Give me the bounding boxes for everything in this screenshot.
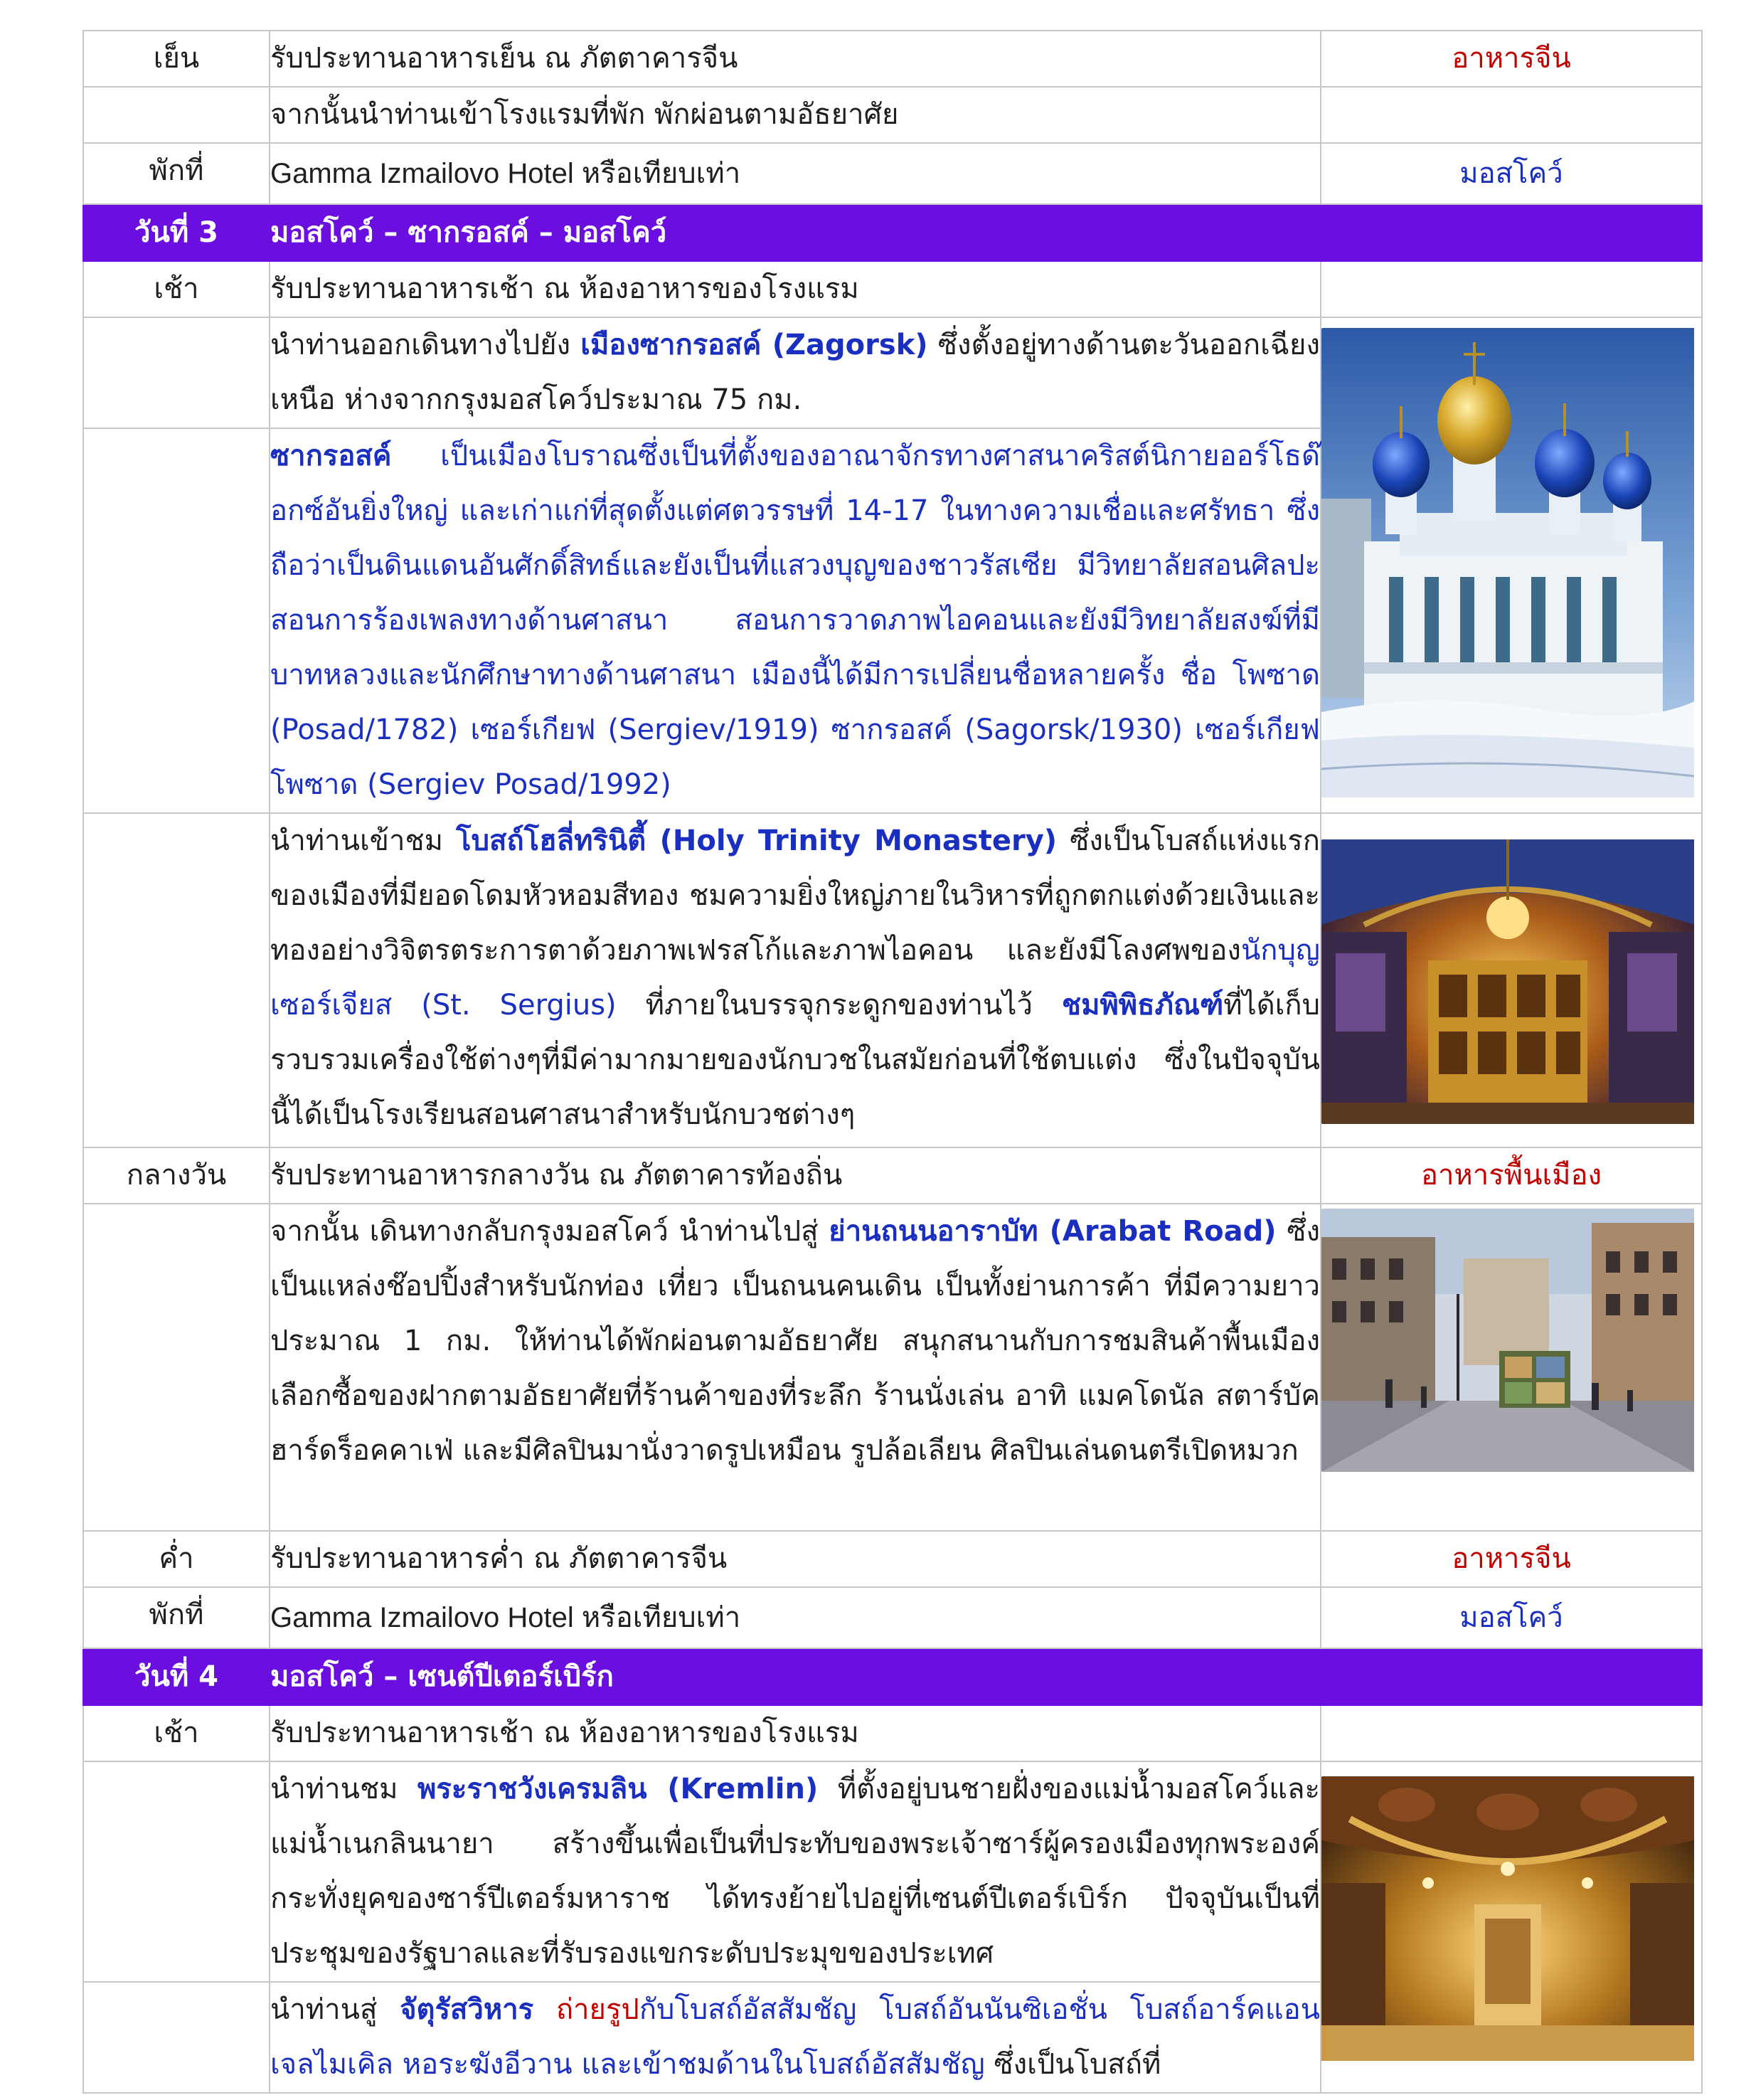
city-note: มอสโคว์ <box>1321 1587 1702 1648</box>
text-run: ชมด้านในโบสถ์อัสสัมชัญ <box>677 2048 985 2081</box>
text-run: ซึ่งเป็นแหล่งช๊อปปิ้งสำหรับนักท่อง เที่ยว เป็นถนนคนเดิน เป็นทั้งย่านการค้า ที่มีความยาวประมาณ 1 กม. ให้ท่านได้พักผ่อนตามอัธยาศัย สนุกสนานกับการชมสินค้าพื้นเมือง เลือกซื้อของฝากตามอัธยาศัยที่ร้านค้าของที่ระลึก ร้านนั่งเล่น อาทิ แมคโดนัล สตาร์บัค ฮาร์ดร็อคคาเฟ่ และมีศิลปินมานั่งวาดรูปเหมือน รูปล้อเลียน ศิลปินเล่นดนตรีเปิดหมวก <box>270 1215 1321 1467</box>
text-run: นำท่านสู่ <box>270 1993 400 2026</box>
time-label: พักที่ <box>83 143 270 204</box>
day-label: วันที่ 3 <box>83 204 270 261</box>
image-cell <box>1321 1761 1702 2093</box>
empty-cell <box>83 87 270 143</box>
hotel-text: Gamma Izmailovo Hotel หรือเทียบเท่า <box>270 143 1321 204</box>
meal-note: อาหารจีน <box>1321 1531 1702 1587</box>
text-run: นำท่านออกเดินทางไปยัง <box>270 329 581 361</box>
monastery-highlight: โบสถ์โฮลี่ทรินิตี้ (Holy Trinity Monastery) <box>456 824 1058 857</box>
empty-cell <box>83 1761 270 1982</box>
table-row <box>83 143 1702 204</box>
time-label: ค่ำ <box>83 1531 270 1587</box>
table-row <box>83 1587 1702 1648</box>
table-row <box>83 1705 1702 1761</box>
image-cell <box>1321 813 1702 1147</box>
day-title: มอสโคว์ – เซนต์ปีเตอร์เบิร์ก <box>270 1648 1321 1705</box>
cathedral-text <box>270 1982 1321 2093</box>
table-row <box>83 31 1702 87</box>
text-run: ซึ่งตั้งอยู่ทางด้านตะวันออกเฉียง เหนือ ห่างจากกรุงมอสโคว์ประมาณ 75 กม. <box>270 329 1320 416</box>
activity-text: รับประทานอาหารเช้า ณ ห้องอาหารของโรงแรม <box>270 1705 1321 1761</box>
zagorsk-intro <box>270 317 1321 428</box>
empty-cell <box>83 1204 270 1531</box>
text-run: จากนั้น เดินทางกลับกรุงมอสโคว์ นำท่านไปสู่ <box>270 1215 829 1248</box>
hotel-text: Gamma Izmailovo Hotel หรือเทียบเท่า <box>270 1587 1321 1648</box>
city-note: มอสโคว์ <box>1321 143 1702 204</box>
day-header-row <box>83 1648 1702 1705</box>
meal-note: อาหารจีน <box>1321 31 1702 87</box>
cathedral-square-highlight: จัตุรัสวิหาร <box>400 1993 534 2026</box>
text-run: ซึ่งเป็นโบสถ์แห่งแรกของเมืองที่มียอดโดมหัวหอมสีทอง ชมความยิ่งใหญ่ภายในวิหารที่ถูกตกแต่งด้วยเงินและทองอย่างวิจิตรตระการตาด้วยภาพเฟรสโก้และภาพไอคอน และยังมีโลงศพของ <box>270 824 1321 967</box>
text-run: ที่ตั้งอยู่บนชายฝั่งของแม่น้ำมอสโคว์และแม่น้ำเนกลินนายา สร้างขึ้นเพื่อเป็นที่ประทับของพระเจ้าซาร์ผู้ครองเมืองทุกพระองค์ กระทั่งยุคของซาร์ปีเตอร์มหาราช ได้ทรงย้ายไปอยู่ที่เซนต์ปีเตอร์เบิร์ก ปัจจุบันเป็นที่ประชุมของรัฐบาลและที่รับรองแขกระดับประมุขของประเทศ <box>270 1773 1320 1970</box>
text-run: ซึ่งเป็นโบสถ์ที่ <box>984 2048 1161 2081</box>
table-row <box>83 1147 1702 1204</box>
zagorsk-description <box>270 428 1321 813</box>
church-interior-photo <box>1321 839 1701 1124</box>
day-header-empty <box>1321 1648 1702 1705</box>
table-row <box>83 261 1702 317</box>
kremlin-highlight: พระราชวังเครมลิน (Kremlin) <box>417 1773 819 1805</box>
image-cell <box>1321 317 1702 813</box>
text-run: กับโบสถ์อัสสัมชัญ โบสถ์อันนันซิเอชั่น โบสถ์อาร์คแอนเจลไมเคิล หอระฆังอีวาน และเข้า <box>270 1993 1320 2081</box>
table-row <box>83 813 1702 1147</box>
time-label: กลางวัน <box>83 1147 270 1204</box>
empty-cell <box>1321 1705 1702 1761</box>
empty-cell <box>83 813 270 1147</box>
itinerary-table <box>83 30 1703 2094</box>
table-row <box>83 1761 1702 1982</box>
museum-highlight: ชมพิพิธภัณฑ์ <box>1061 989 1224 1022</box>
activity-text: รับประทานอาหารกลางวัน ณ ภัตตาคารท้องถิ่น <box>270 1147 1321 1204</box>
empty-cell <box>83 428 270 813</box>
activity-text: รับประทานอาหารค่ำ ณ ภัตตาคารจีน <box>270 1531 1321 1587</box>
monastery-text <box>270 813 1321 1147</box>
day-label: วันที่ 4 <box>83 1648 270 1705</box>
image-cell <box>1321 1204 1702 1531</box>
empty-cell <box>1321 261 1702 317</box>
text-run: เป็นเมืองโบราณซึ่งเป็นที่ตั้งของอาณาจักรทางศาสนาคริสต์นิกายออร์โธด๊อกซ์อันยิ่งใหญ่ และเก่าแก่ที่สุดตั้งแต่ศตวรรษที่ 14-17 ในทางความเชื่อและศรัทธา ซึ่งถือว่าเป็นดินแดนอันศักดิ์สิทธ์และยังเป็นที่แสวงบุญของชาวรัสเซีย มีวิทยาลัยสอนศิลปะ สอนการร้องเพลงทางด้านศาสนา สอนการวาดภาพไอคอนและยังมีวิทยาลัยสงฆ์ที่มีบาทหลวงและนักศึกษาทางด้านศาสนา เมืองนี้ได้มีการเปลี่ยนชื่อหลายครั้ง ชื่อ โพซาด (Posad/1782) เซอร์เกียฟ (Sergiev/1919) ซากรอสค์ (Sagorsk/1930) เซอร์เกียฟ โพซาด (Sergiev Posad/1992) <box>270 440 1320 801</box>
kremlin-hall-photo <box>1321 1776 1701 2061</box>
arbat-street-photo <box>1321 1209 1701 1472</box>
kremlin-text <box>270 1761 1321 1982</box>
photo-highlight: ถ่ายรูป <box>533 1993 639 2026</box>
saint-name: นักบุญเซอร์เจียส (St. Sergius) <box>270 934 1320 1022</box>
table-row <box>83 1531 1702 1587</box>
snowy-church-photo <box>1321 328 1701 797</box>
day-header-row <box>83 204 1702 261</box>
time-label: เช้า <box>83 261 270 317</box>
activity-text: รับประทานอาหารเช้า ณ ห้องอาหารของโรงแรม <box>270 261 1321 317</box>
arbat-text <box>270 1204 1321 1531</box>
empty-cell <box>1321 87 1702 143</box>
text-run: นำท่านชม <box>270 1773 417 1805</box>
itinerary-page <box>83 30 1701 2094</box>
table-row <box>83 317 1702 428</box>
activity-text: จากนั้นนำท่านเข้าโรงแรมที่พัก พักผ่อนตามอัธยาศัย <box>270 87 1321 143</box>
day-title: มอสโคว์ – ซากรอสค์ – มอสโคว์ <box>270 204 1321 261</box>
meal-note: อาหารพื้นเมือง <box>1321 1147 1702 1204</box>
day-header-empty <box>1321 204 1702 261</box>
zagorsk-highlight: เมืองซากรอสค์ (Zagorsk) <box>580 329 928 361</box>
table-row <box>83 87 1702 143</box>
text-run: ที่ภายในบรรจุกระดูกของท่านไว้ <box>616 989 1062 1022</box>
text-run: นำท่านเข้าชม <box>270 824 457 857</box>
empty-cell <box>83 317 270 428</box>
empty-cell <box>83 1982 270 2093</box>
zagorsk-name: ซากรอสค์ <box>270 440 392 472</box>
text-run: ที่ได้เก็บรวบรวมเครื่องใช้ต่างๆที่มีค่ามากมายของนักบวชในสมัยก่อนที่ใช้ตบแต่ง ซึ่งในปัจจุบันนี้ได้เป็นโรงเรียนสอนศาสนาสำหรับนักบวชต่างๆ <box>270 989 1321 1131</box>
arbat-highlight: ย่านถนนอาราบัท (Arabat Road) <box>829 1215 1277 1248</box>
table-row <box>83 1204 1702 1531</box>
time-label: เช้า <box>83 1705 270 1761</box>
time-label: พักที่ <box>83 1587 270 1648</box>
time-label: เย็น <box>83 31 270 87</box>
activity-text: รับประทานอาหารเย็น ณ ภัตตาคารจีน <box>270 31 1321 87</box>
